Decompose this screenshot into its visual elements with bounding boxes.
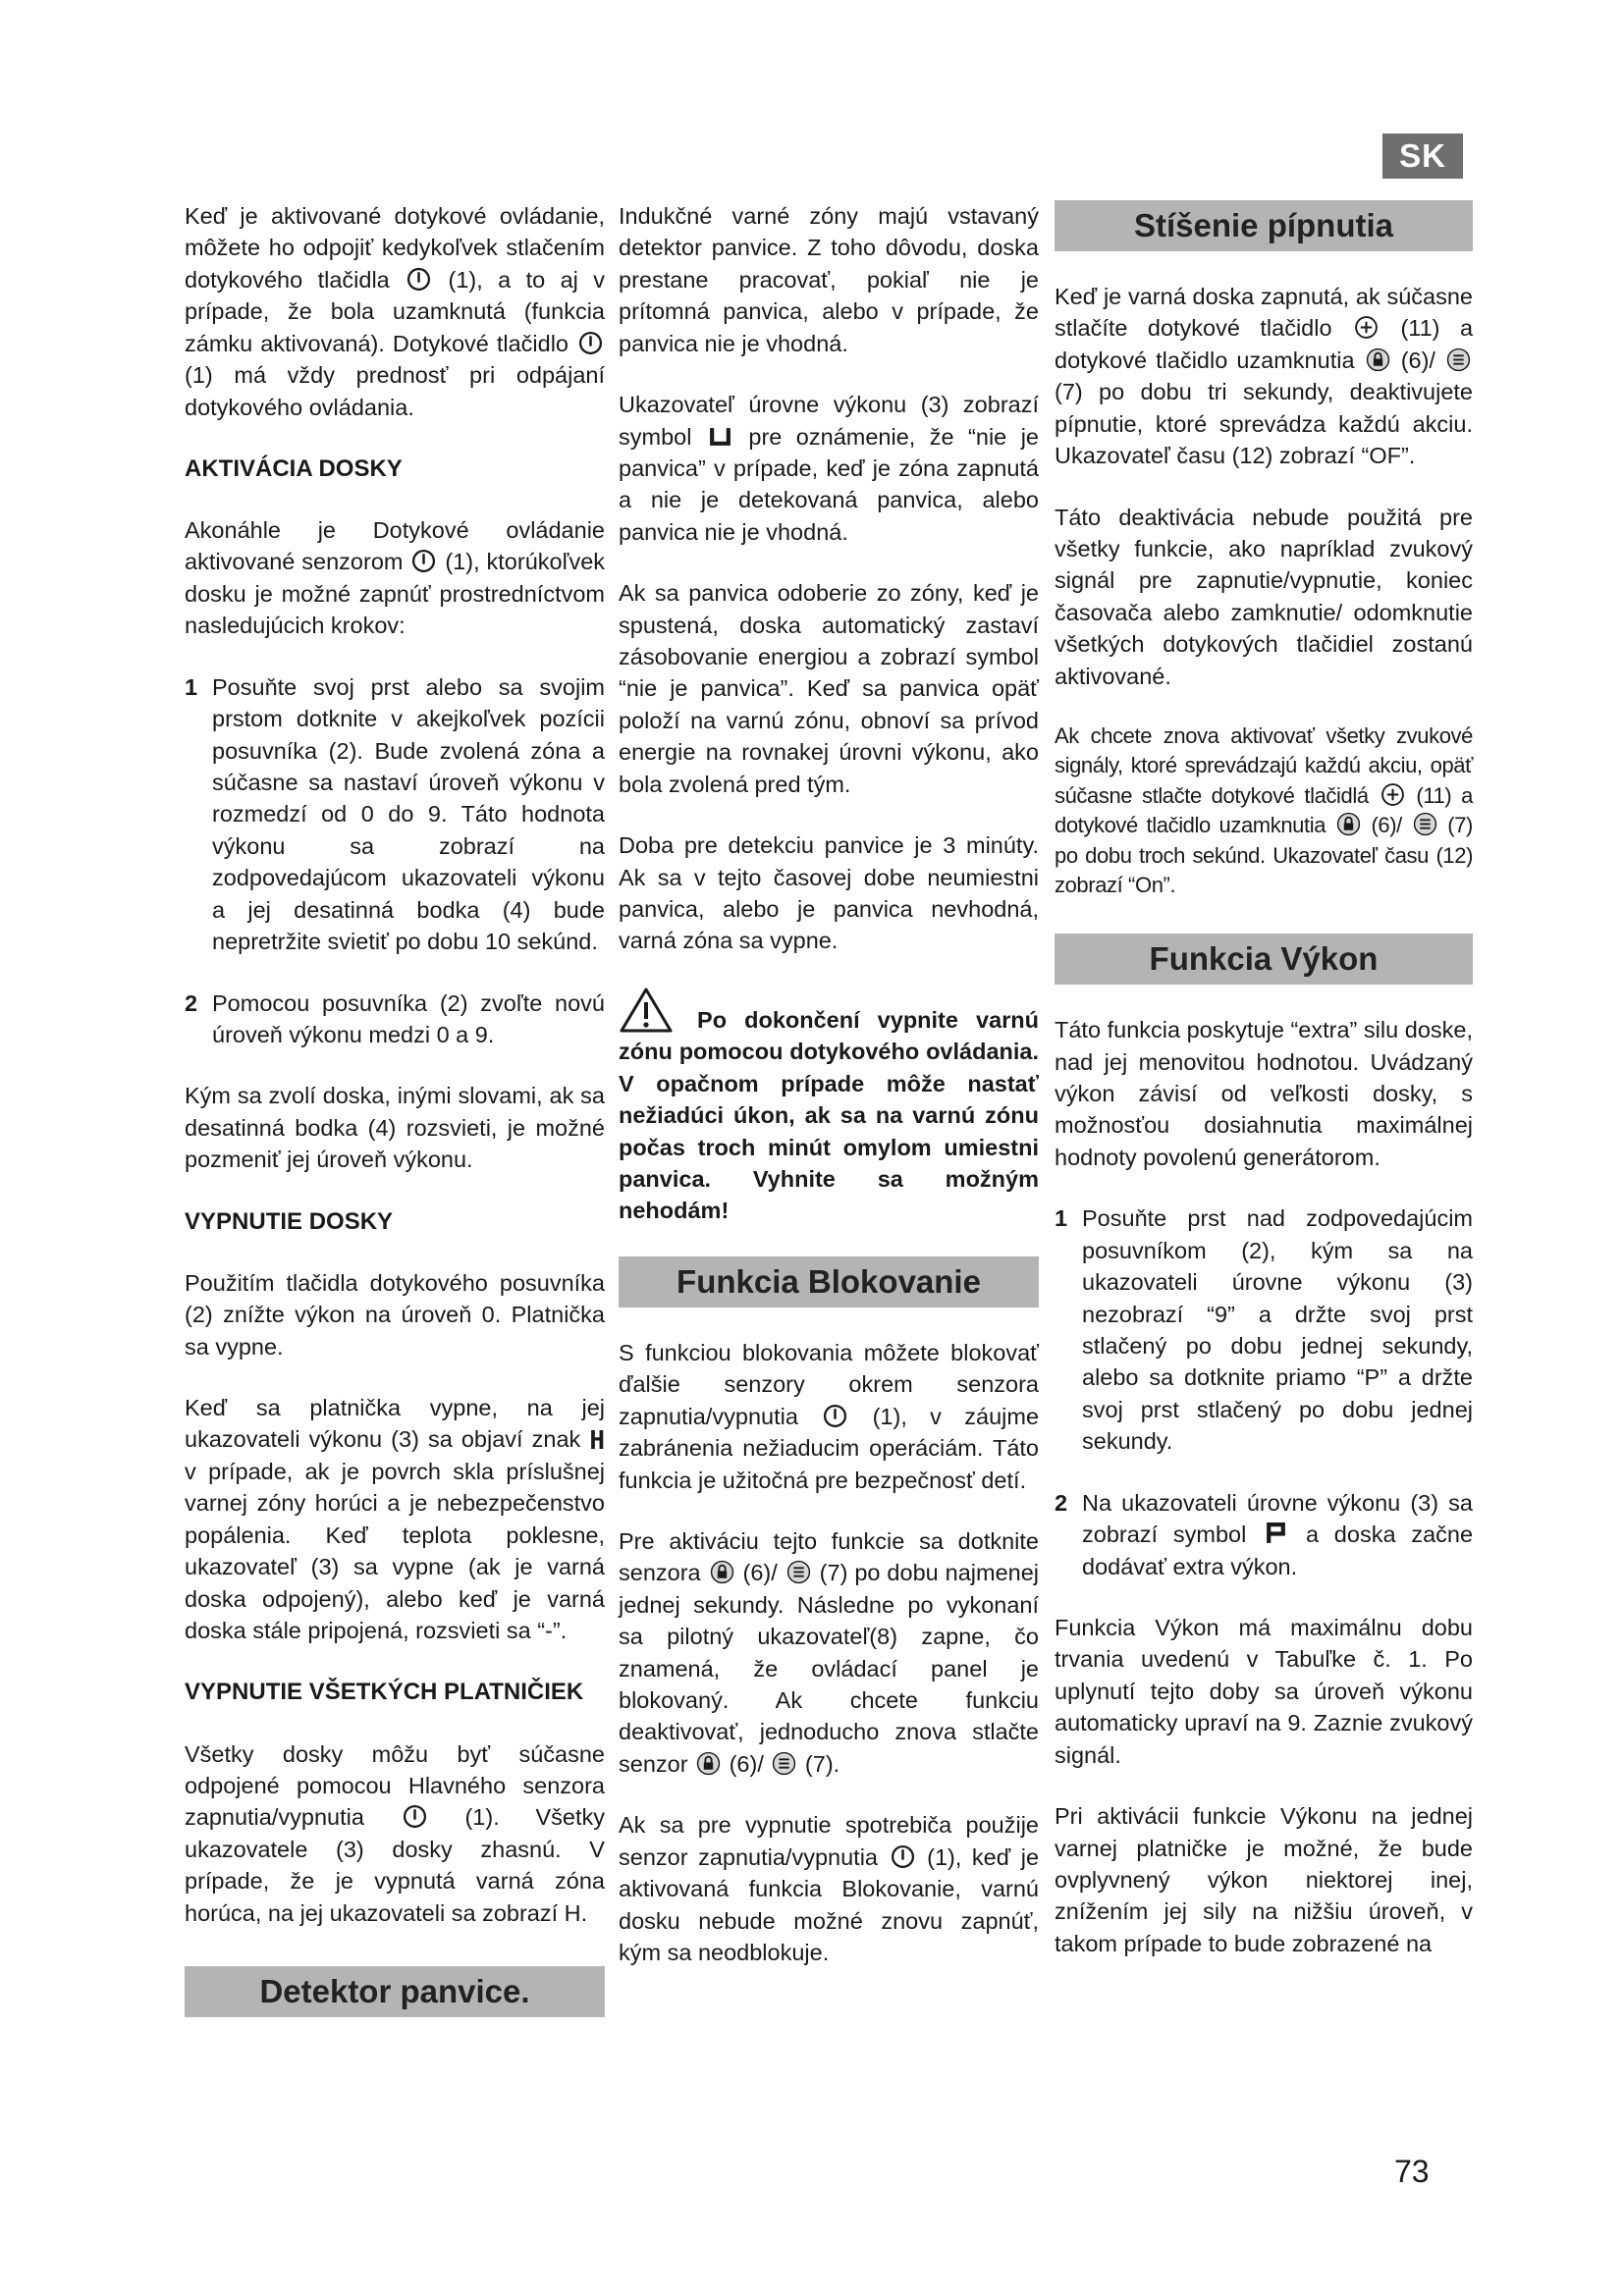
paragraph-activation: Akonáhle je Dotykové ovládanie aktivované senzorom (1), ktorúkoľvek dosku je možné zapnúť prostredníctvom nasledujúcich krokov: <box>185 517 606 639</box>
step-text: Na ukazovateli úrovne výkonu (3) sa zobrazí symbol a doska začne dodávať extra výkon. <box>1082 1489 1474 1579</box>
paragraph-beep-reactivate: Ak chcete znova aktivovať všetky zvukové signály, ktoré sprevádzajú každú akciu, opäť súčasne stlačte dotykové tlačidlá (11) a dotykové tlačidlo uzamknutia (6)/ (7) po dobu troch sekúnd. Ukazovateľ času (12) zobrazí “On”. <box>1055 723 1473 897</box>
step-text: Posuňte svoj prst alebo sa svojim prstom dotknite v akejkoľvek pozícii posuvníka (2). Bude zvolená zóna a súčasne sa nastaví úroveň výkonu v rozmedzí od 0 do 9. Táto hodnota výkonu sa zobrazí na zodpovedajúcom ukazovateli výkonu a jej desatinná bodka (4) bude nepretržite svietiť po dobu 10 sekúnd. <box>212 673 605 955</box>
paragraph-beep-deactivate: Keď je varná doska zapnutá, ak súčasne stlačíte dotykové tlačidlo (11) a dotykové tlačidlo uzamknutia (6)/ (7) po dobu tri sekundy, deaktivujete pípnutie, ktoré sprevádza každú akciu. Ukazovateľ času (12) zobrazí “OF”. <box>1055 284 1474 469</box>
paragraph-lock-switch-off: Ak sa pre vypnutie spotrebiča použije senzor zapnutia/vypnutia (1), keď je aktivovaná funkcia Blokovanie, varnú dosku nebude možné znovu zapnúť, kým sa neodblokuje. <box>619 1812 1040 1965</box>
step-number: 2 <box>185 989 198 1016</box>
lock-alt-icon <box>772 1751 796 1776</box>
lock-alt-icon <box>786 1560 811 1584</box>
power-icon <box>406 267 431 292</box>
heading-switch-off-all: VYPNUTIE VŠETKÝCH PLATNIČIEK <box>185 1679 584 1706</box>
step-text: Posuňte prst nad zodpovedajúcim posuvníkom (2), kým sa na ukazovateli úrovne výkonu (3) nezobrazí “9” a držte svoj prst stlačený po dobu jednej sekundy, alebo sa dotknite priamo “P” a držte svoj prst stlačený po dobu jednej sekundy. <box>1082 1205 1473 1455</box>
paragraph-power-duration: Funkcia Výkon má maximálnu dobu trvania uvedenú v Tabuľke č. 1. Po uplynutí tejto doby sa úroveň výkonu automaticky upraví na 9. Zaznie zvukový signál. <box>1055 1614 1473 1768</box>
banner-power-function: Funkcia Výkon <box>1055 934 1473 985</box>
paragraph-disconnect-touch: Keď je aktivované dotykové ovládanie, môžete ho odpojiť kedykoľvek stlačením dotykového tlačidla (1), a to aj v prípade, že bola uzamknutá (funkcia zámku aktivovaná). Dotykové tlačidlo (1) má vždy prednosť pri odpájaní dotykového ovládania. <box>185 203 606 420</box>
lock-alt-icon <box>1413 812 1437 836</box>
paragraph-detection-time: Doba pre detekciu panvice je 3 minúty. Ak sa v tejto časovej dobe neumiestni panvica, alebo je panvica nevhodná, varná zóna sa vypne. <box>619 832 1039 954</box>
step-number: 2 <box>1055 1489 1068 1516</box>
lock-icon <box>1366 347 1390 372</box>
heading-switch-off: VYPNUTIE DOSKY <box>185 1207 394 1235</box>
plus-icon <box>1380 782 1405 807</box>
power-icon <box>578 331 603 355</box>
paragraph-lock-activate: Pre aktiváciu tejto funkcie sa dotknite senzora (6)/ (7) po dobu najmenej jednej sekundy. Následne po vykonaní sa pilotný ukazovateľ(8) zapne, čo znamená, že ovládací panel je blokovaný. Ak chcete funkciu deaktivovať, jednoducho znova stlačte senzor (6)/ (7). <box>619 1527 1040 1777</box>
step-1 <box>1055 1202 1473 1457</box>
paragraph-power-sharing: Pri aktivácii funkcie Výkonu na jednej varnej platničke je možné, že bude ovplyvnený výkon niektorej inej, znížením jej sily na nižšiu úroveň, v takom prípade to bude zobrazené na <box>1055 1803 1473 1956</box>
step-number: 1 <box>185 673 198 700</box>
paragraph-modify-level: Kým sa zvolí doska, inými slovami, ak sa desatinná bodka (4) rozsvieti, je možné pozmeniť jej úroveň výkonu. <box>185 1083 605 1173</box>
column-3 <box>1055 200 1473 1989</box>
warning-note: Po dokončení vypnite varnú zónu pomocou dotykového ovládania. V opačnom prípade môže nastať nežiadúci úkon, ak sa na varnú zónu počas troch minút omylom umiestni panvica. Vyhnite sa možným nehodám! <box>619 987 1039 1227</box>
power-p-icon <box>1264 1522 1288 1546</box>
power-icon <box>823 1404 847 1428</box>
banner-beep-mute: Stíšenie pípnutia <box>1055 200 1473 251</box>
paragraph-pan-detector: Indukčné varné zóny majú vstavaný detektor panvice. Z toho dôvodu, doska prestane pracovať, pokiaľ nie je prítomná panvica, alebo v prípade, že panvica nie je vhodná. <box>619 203 1039 356</box>
paragraph-beep-exceptions: Táto deaktivácia nebude použitá pre všetky funkcie, ako napríklad zvukový signál pre zapnutie/vypnutie, koniec časovača alebo zamknutie/ odomknutie všetkých dotykových tlačidiel zostanú aktivované. <box>1055 504 1473 689</box>
page-number: 73 <box>1394 2154 1430 2189</box>
power-icon <box>403 1804 427 1829</box>
step-number: 1 <box>1055 1205 1068 1232</box>
no-pan-icon <box>708 424 732 449</box>
plus-icon <box>1354 315 1379 340</box>
paragraph-lock-intro: S funkciou blokovania môžete blokovať ďalšie senzory okrem senzora zapnutia/vypnutia (1), v záujme zabránenia nežiaducim operáciám. Táto funkcia je užitočná pre bezpečnosť detí. <box>619 1339 1040 1493</box>
lock-icon <box>710 1560 734 1584</box>
power-icon <box>891 1844 915 1869</box>
step-text: Pomocou posuvníka (2) zvoľte novú úroveň výkonu medzi 0 a 9. <box>212 989 605 1047</box>
banner-lock-function: Funkcia Blokovanie <box>619 1256 1039 1308</box>
language-badge: SK <box>1382 133 1463 179</box>
column-2 <box>619 200 1039 1998</box>
power-icon <box>411 549 436 573</box>
lock-icon <box>1336 812 1361 836</box>
lock-icon <box>696 1751 721 1776</box>
paragraph-power-intro: Táto funkcia poskytuje “extra” silu doske, nad jej menovitou hodnotou. Uvádzaný výkon závisí od veľkosti dosky, s možnosťou dosiahnutia maximálnej hodnoty povolenú generátorom. <box>1055 1017 1473 1170</box>
paragraph-switch-off: Použitím tlačidla dotykového posuvníka (2) znížte výkon na úroveň 0. Platnička sa vypne. <box>185 1269 605 1360</box>
paragraph-switch-off-all: Všetky dosky môžu byť súčasne odpojené pomocou Hlavného senzora zapnutia/vypnutia (1). Všetky ukazovatele (3) dosky zhasnú. V prípade, že je vypnutá varná zóna horúca, na jej ukazovateli sa zobrazí H. <box>185 1740 606 1926</box>
lock-alt-icon <box>1446 347 1471 372</box>
step-2 <box>1055 1487 1473 1582</box>
paragraph-residual-heat: Keď sa platnička vypne, na jej ukazovateli výkonu (3) sa objaví znak H v prípade, ak je povrch skla príslušnej varnej zóny horúci a je nebezpečenstvo popálenia. Keď teplota poklesne, ukazovateľ (3) sa vypne (ak je varná doska odpojený), alebo keď je varná doska stále pripojená, rozsvieti sa “-”. <box>185 1395 606 1643</box>
paragraph-pan-removed: Ak sa panvica odoberie zo zóny, keď je spustená, doska automatický zastaví zásobovanie energiou a zobrazí symbol “nie je panvica”. Keď sa panvica opäť položí na varnú zónu, obnoví sa prívod energie na rovnakej úrovni výkonu, ako bola zvolená pred tým. <box>619 580 1039 797</box>
column-1 <box>185 200 605 2047</box>
step-1 <box>185 671 605 958</box>
heading-activation: AKTIVÁCIA DOSKY <box>185 454 403 482</box>
step-2 <box>185 988 605 1051</box>
banner-pan-detector: Detektor panvice. <box>185 1966 605 2017</box>
residual-heat-symbol: H <box>589 1426 606 1457</box>
paragraph-no-pan-symbol: Ukazovateľ úrovne výkonu (3) zobrazí symbol pre oznámenie, že “nie je panvica” v prípade, keď je zóna zapnutá a nie je detekovaná panvica, alebo panvica nie je vhodná. <box>619 392 1039 545</box>
warning-icon <box>619 987 674 1034</box>
